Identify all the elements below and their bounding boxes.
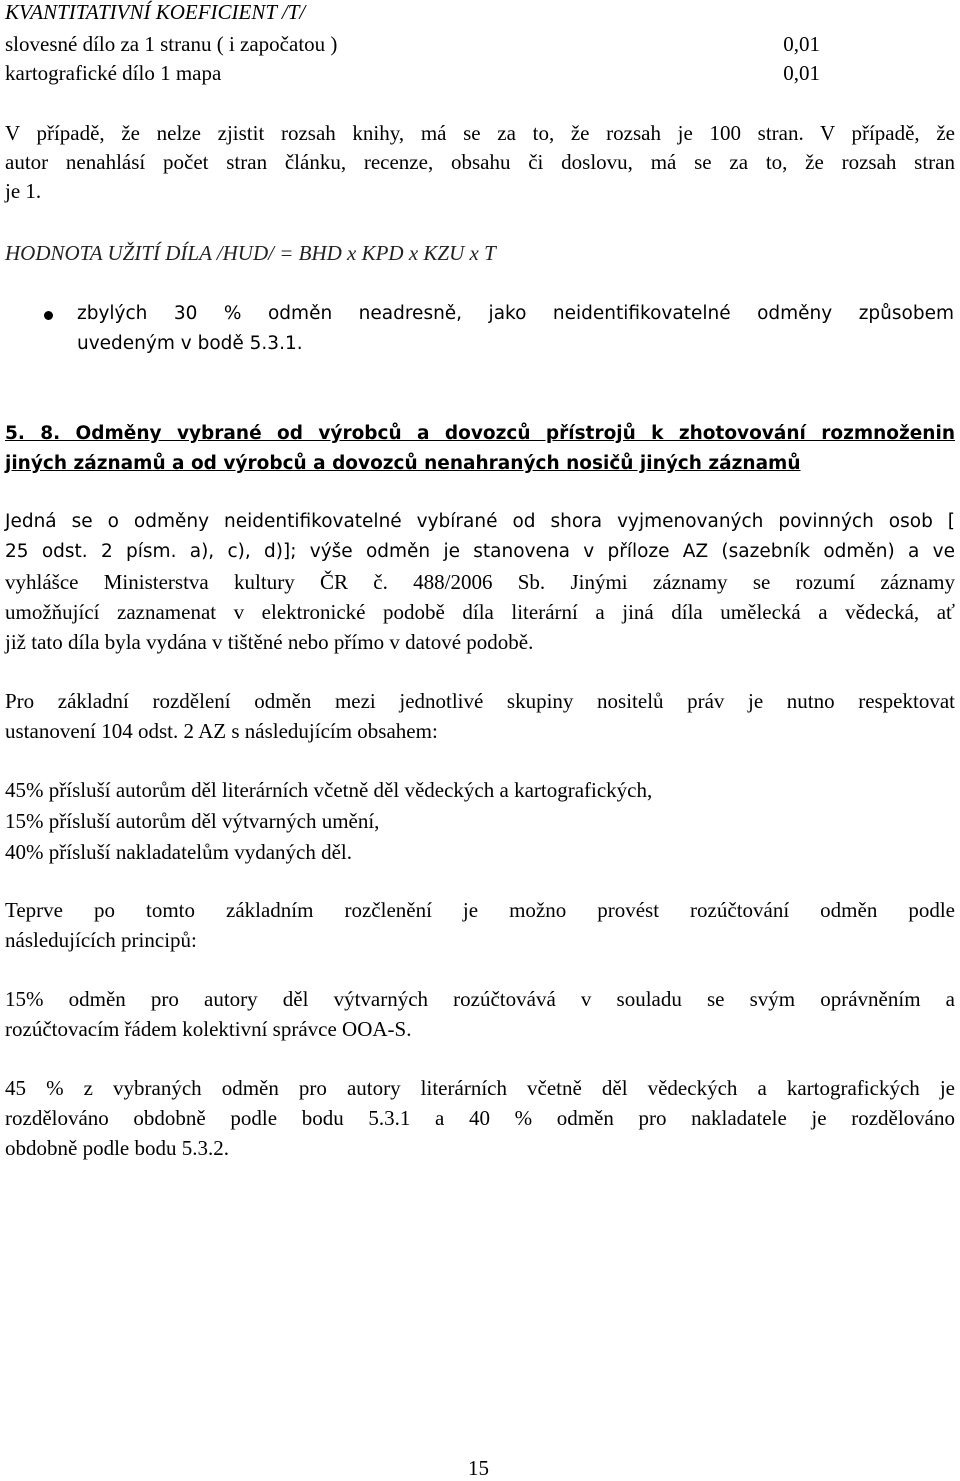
coefficient-label: slovesné dílo za 1 stranu ( i započatou ) <box>5 32 338 56</box>
share-item: 45% přísluší autorům děl literárních včetně děl vědeckých a kartografických, <box>5 778 653 802</box>
paragraph-line: 45 % z vybraných odměn pro autory literárních včetně děl vědeckých a kartografických je <box>5 1076 955 1100</box>
coefficient-value: 0,01 <box>783 32 820 56</box>
bullet-line: uvedeným v bodě 5.3.1. <box>77 333 303 354</box>
coefficient-row <box>5 32 820 57</box>
paragraph-line: Pro základní rozdělení odměn mezi jednotlivé skupiny nositelů práv je nutno respektovat <box>5 689 955 713</box>
paragraph-line: je 1. <box>5 179 42 203</box>
paragraph-line: rozdělováno obdobně podle bodu 5.3.1 a 40 % odměn pro nakladatele je rozdělováno <box>5 1106 955 1130</box>
paragraph-15 <box>5 984 955 1044</box>
paragraph-line: vyhlášce Ministerstva kultury ČR č. 488/2006 Sb. Jinými záznamy se rozumí záznamy <box>5 570 955 594</box>
paragraph-extent <box>5 119 955 206</box>
page-number: 15 <box>468 1456 489 1480</box>
paragraph-line: následujících principů: <box>5 928 197 952</box>
paragraph-line: již tato díla byla vydána v tištěné nebo přímo v datové podobě. <box>5 630 534 654</box>
paragraph-line: 25 odst. 2 písm. a), c), d)]; výše odměn je stanovena v příloze AZ (sazebník odměn) a ve <box>5 541 955 562</box>
paragraph-line: ustanovení 104 odst. 2 AZ s následujícím obsahem: <box>5 719 438 743</box>
paragraph-line: obdobně podle bodu 5.3.2. <box>5 1136 229 1160</box>
paragraph-line: rozúčtovacím řádem kolektivní správce OOA-S. <box>5 1017 412 1041</box>
share-item: 15% přísluší autorům děl výtvarných umění, <box>5 809 380 833</box>
coefficient-heading: KVANTITATIVNÍ KOEFICIENT /T/ <box>5 0 306 24</box>
bullet-line: zbylých 30 % odměn neadresně, jako neidentifikovatelné odměny způsobem <box>77 303 954 324</box>
section-heading-line: jiných záznamů a od výrobců a dovozců nenahraných nosičů jiných záznamů <box>5 453 801 474</box>
paragraph-zakladni <box>5 686 955 746</box>
shares-list <box>5 775 652 868</box>
formula: HODNOTA UŽITÍ DÍLA /HUD/ = BHD x KPD x KZU x T <box>5 241 496 265</box>
section-heading <box>5 419 955 479</box>
paragraph-line: V případě, že nelze zjistit rozsah knihy, má se za to, že rozsah je 100 stran. V případě, že <box>5 121 955 145</box>
bullet-item <box>77 299 954 359</box>
bullet-icon <box>44 311 53 320</box>
paragraph-line: umožňující zaznamenat v elektronické podobě díla literární a jiná díla umělecká a vědecká, ať <box>5 600 955 624</box>
coefficient-value: 0,01 <box>783 61 820 85</box>
paragraph-45 <box>5 1073 955 1163</box>
paragraph-jedna <box>5 507 955 657</box>
paragraph-line: Teprve po tomto základním rozčlenění je možno provést rozúčtování odměn podle <box>5 898 955 922</box>
coefficient-row <box>5 61 820 86</box>
paragraph-line: 15% odměn pro autory děl výtvarných rozúčtovává v souladu se svým oprávněním a <box>5 987 955 1011</box>
section-heading-line: 5. 8. Odměny vybrané od výrobců a dovozců přístrojů k zhotovování rozmnoženin <box>5 423 955 444</box>
coefficient-label: kartografické dílo 1 mapa <box>5 61 222 85</box>
paragraph-teprve <box>5 895 955 955</box>
paragraph-line: autor nenahlásí počet stran článku, recenze, obsahu či doslovu, má se za to, že rozsah stran <box>5 150 955 174</box>
paragraph-line: Jedná se o odměny neidentifikovatelné vybírané od shora vyjmenovaných povinných osob [ <box>5 511 955 532</box>
share-item: 40% přísluší nakladatelům vydaných děl. <box>5 840 353 864</box>
